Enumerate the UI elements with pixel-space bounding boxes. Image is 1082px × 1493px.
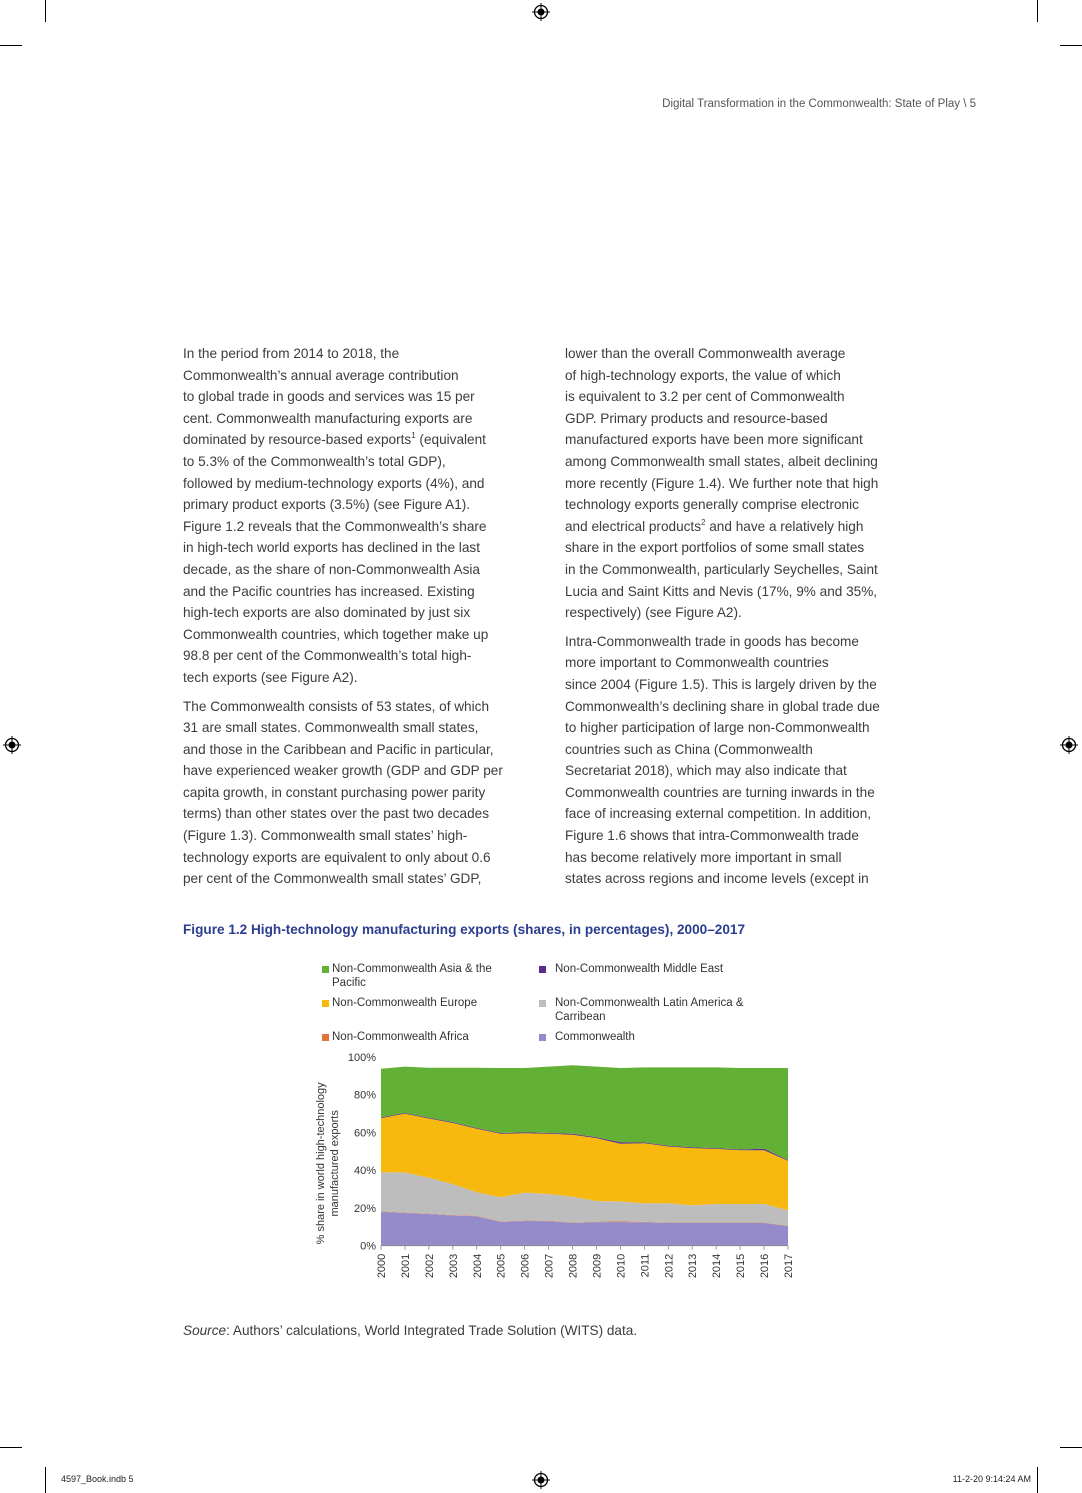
text-line: in the Commonwealth, particularly Seychelles, Saint: [565, 561, 878, 577]
x-tick-label: 2016: [759, 1253, 772, 1279]
text-line: cent. Commonwealth manufacturing exports are: [183, 410, 473, 426]
text-line: decade, as the share of non-Commonwealth Asia: [183, 561, 480, 577]
text-line: Commonwealth’s declining share in global trade due: [565, 698, 880, 714]
text-line: high-tech exports are also dominated by just six: [183, 605, 471, 621]
text-segment: dominated by resource-based exports: [183, 432, 412, 448]
legend-label: Non-Commonwealth Asia & the: [332, 963, 492, 975]
x-tick-label: 2001: [399, 1253, 412, 1279]
text-segment: and have a relatively high: [705, 518, 864, 534]
text-line: to 5.3% of the Commonwealth’s total GDP),: [183, 453, 446, 469]
legend-item: [322, 996, 552, 1010]
text-segment: (equivalent: [415, 432, 486, 448]
x-tick-label: 2011: [639, 1253, 652, 1278]
text-line: respectively) (see Figure A2).: [565, 605, 742, 621]
text-line: states across regions and income levels (except in: [565, 871, 869, 887]
text-line: share in the export portfolios of some small states: [565, 540, 865, 556]
x-tick-label: 2000: [376, 1253, 388, 1279]
y-tick-label: 80%: [353, 1089, 376, 1102]
text-line: of high-technology exports, the value of which: [565, 367, 841, 383]
text-line: 98.8 per cent of the Commonwealth’s total high-: [183, 648, 472, 664]
text-line: Commonwealth countries are turning inwards in the: [565, 784, 875, 800]
legend-label: Non-Commonwealth Middle East: [555, 963, 724, 975]
legend-label: Carribean: [555, 1011, 606, 1023]
x-tick-label: 2010: [615, 1253, 628, 1279]
text-line: The Commonwealth consists of 53 states, of which: [183, 698, 489, 714]
text-line: Commonwealth countries, which together make up: [183, 626, 489, 642]
legend-item: [322, 1030, 552, 1044]
paragraph: [183, 696, 553, 890]
text-line: Figure 1.6 shows that intra-Commonwealth trade: [565, 828, 859, 844]
text-line: lower than the overall Commonwealth average: [565, 346, 846, 361]
left-column: [183, 343, 553, 890]
x-tick-label: 2005: [495, 1253, 508, 1279]
y-tick-label: 20%: [353, 1202, 376, 1215]
stacked-area-chart: [300, 1045, 800, 1295]
registration-mark-icon: [532, 3, 550, 21]
legend-item: [539, 962, 769, 976]
legend-item: [322, 962, 552, 990]
text-line: more recently (Figure 1.4). We further note that high: [565, 475, 879, 491]
x-tick-label: 2009: [591, 1253, 604, 1279]
x-tick-label: 2002: [423, 1253, 436, 1279]
x-tick-label: 2017: [783, 1253, 795, 1279]
slug-file: 4597_Book.indb 5: [61, 1474, 134, 1484]
text-line: terms) than other states over the past two decades: [183, 806, 490, 822]
legend-label: Commonwealth: [555, 1031, 635, 1043]
crop-mark: [1037, 1467, 1038, 1493]
figure-title: Figure 1.2 High-technology manufacturing exports (shares, in percentages), 2000–2017: [183, 922, 746, 937]
text-line: to higher participation of large non-Commonwealth: [565, 720, 870, 736]
text-line: (Figure 1.3). Commonwealth small states’ high-: [183, 828, 468, 844]
text-line: per cent of the Commonwealth small states’ GDP,: [183, 871, 482, 887]
legend-swatch: [322, 966, 329, 973]
text-line: GDP. Primary products and resource-based: [565, 410, 828, 426]
right-column: [565, 343, 935, 890]
text-line: technology exports are equivalent to only about 0.6: [183, 849, 491, 865]
registration-mark-icon: [1060, 736, 1078, 754]
legend-swatch: [322, 1034, 329, 1041]
x-tick-label: 2015: [735, 1253, 748, 1279]
x-tick-label: 2014: [711, 1253, 724, 1279]
figure-source: [183, 1323, 637, 1338]
paragraph: [565, 343, 935, 624]
legend-swatch: [322, 1000, 329, 1007]
legend-item: [539, 996, 769, 1024]
text-line: to global trade in goods and services was 15 per: [183, 389, 475, 405]
x-tick-label: 2003: [447, 1253, 460, 1279]
y-axis-label: % share in world high-technology: [315, 1082, 327, 1245]
text-line: has become relatively more important in small: [565, 849, 842, 865]
x-tick-label: 2006: [519, 1253, 532, 1279]
paragraph: [183, 343, 553, 689]
x-tick-label: 2008: [567, 1253, 580, 1279]
text-line: manufactured exports have been more significant: [565, 432, 863, 448]
text-line: Lucia and Saint Kitts and Nevis (17%, 9% and 35%,: [565, 583, 878, 599]
legend-label: Non-Commonwealth Africa: [332, 1031, 469, 1043]
text-line: Figure 1.2 reveals that the Commonwealth’s share: [183, 518, 487, 534]
text-line: more important to Commonwealth countries: [565, 655, 829, 671]
legend-swatch: [539, 1034, 546, 1041]
footnote-ref[interactable]: 1: [411, 431, 416, 441]
text-line: capita growth, in constant purchasing power parity: [183, 784, 486, 800]
y-tick-label: 0%: [360, 1240, 376, 1253]
text-line: countries such as China (Commonwealth: [565, 741, 813, 757]
text-line: [183, 429, 553, 451]
legend-label: Non-Commonwealth Europe: [332, 997, 478, 1009]
registration-mark-icon: [3, 736, 21, 754]
y-tick-label: 100%: [347, 1052, 376, 1064]
registration-mark-icon: [532, 1471, 550, 1489]
y-tick-label: 60%: [353, 1127, 376, 1140]
text-line: face of increasing external competition. In addition,: [565, 806, 872, 822]
crop-mark: [45, 1467, 46, 1493]
slug-timestamp: 11-2-20 9:14:24 AM: [952, 1474, 1031, 1484]
crop-mark: [0, 45, 22, 46]
paragraph: [565, 631, 935, 890]
x-tick-label: 2012: [663, 1253, 676, 1279]
crop-mark: [1060, 1447, 1082, 1448]
text-line: Secretariat 2018), which may also indicate that: [565, 763, 847, 779]
x-tick-label: 2004: [471, 1253, 484, 1279]
text-line: since 2004 (Figure 1.5). This is largely driven by the: [565, 676, 877, 692]
source-text: : Authors’ calculations, World Integrated Trade Solution (WITS) data.: [226, 1323, 638, 1338]
text-line: have experienced weaker growth (GDP and GDP per: [183, 763, 503, 779]
source-label: Source: [183, 1323, 227, 1338]
crop-mark: [1037, 0, 1038, 22]
text-line: followed by medium-technology exports (4%), and: [183, 475, 485, 491]
text-line: tech exports (see Figure A2).: [183, 669, 358, 685]
text-line: 31 are small states. Commonwealth small states,: [183, 720, 479, 736]
crop-mark: [45, 0, 46, 22]
x-tick-label: 2013: [687, 1253, 700, 1279]
footnote-ref[interactable]: 2: [701, 517, 706, 527]
x-tick-label: 2007: [543, 1253, 556, 1279]
legend-label: Non-Commonwealth Latin America &: [555, 997, 744, 1009]
text-line: Commonwealth’s annual average contribution: [183, 367, 459, 383]
text-line: in high-tech world exports has declined in the last: [183, 540, 480, 556]
legend-swatch: [539, 1000, 546, 1007]
y-tick-label: 40%: [353, 1165, 376, 1178]
running-header: Digital Transformation in the Commonwealth: State of Play \ 5: [662, 98, 976, 110]
text-line: and those in the Caribbean and Pacific in particular,: [183, 741, 494, 757]
text-line: Intra-Commonwealth trade in goods has become: [565, 633, 859, 649]
text-line: technology exports generally comprise electronic: [565, 497, 859, 513]
text-segment: and electrical products: [565, 518, 702, 534]
crop-mark: [1060, 45, 1082, 46]
text-line: among Commonwealth small states, albeit declining: [565, 453, 878, 469]
text-line: In the period from 2014 to 2018, the: [183, 346, 400, 361]
text-line: primary product exports (3.5%) (see Figure A1).: [183, 497, 471, 513]
legend-label: Pacific: [332, 977, 366, 989]
legend-item: [539, 1030, 769, 1044]
text-line: is equivalent to 3.2 per cent of Commonwealth: [565, 389, 845, 405]
y-axis-label: manufactured exports: [329, 1110, 341, 1217]
legend-swatch: [539, 966, 546, 973]
text-line: and the Pacific countries has increased. Existing: [183, 583, 475, 599]
text-line: [565, 516, 935, 538]
crop-mark: [0, 1447, 22, 1448]
